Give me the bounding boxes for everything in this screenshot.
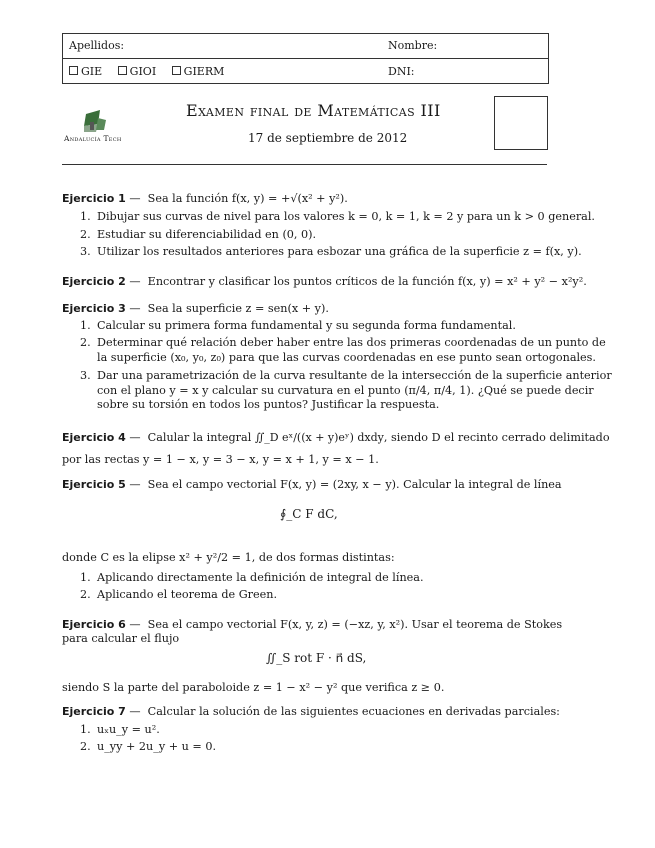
ex6-flux-integral: ∬_S rot F · n⃗ dS,	[266, 651, 367, 665]
header-rule	[62, 164, 547, 165]
ex1-heading: Ejercicio 1 — Sea la función f(x, y) = +√(x² + y²).	[62, 192, 348, 205]
ex4-integral: ∬_D eˣ/((x + y)eʸ) dxdy	[254, 431, 384, 444]
ex1-item-2: Estudiar su diferenciabilidad en (0, 0).	[97, 228, 317, 241]
ex5-item-2: Aplicando el teorema de Green.	[97, 588, 278, 601]
checkbox-icon[interactable]	[118, 66, 127, 75]
logo-text: Andalucía Tech	[64, 134, 122, 143]
andalucia-tech-logo	[62, 110, 138, 144]
ex7-heading: Ejercicio 7 — Calcular la solución de las siguientes ecuaciones en derivadas parciales:	[62, 705, 560, 718]
ex3-item-1: Calcular su primera forma fundamental y su segunda forma fundamental.	[97, 319, 516, 332]
exam-date: 17 de septiembre de 2012	[248, 131, 408, 145]
checkbox-icon[interactable]	[69, 66, 78, 75]
ex4-line-2: por las rectas y = 1 − x, y = 3 − x, y = x + 1, y = x − 1.	[62, 453, 379, 466]
ex4-heading: Ejercicio 4 — Calular la integral ∬_D eˣ/((x + y)eʸ) dxdy, siendo D el recinto cerrado delimitado	[62, 431, 610, 444]
exam-title: Examen final de Matemáticas III	[186, 101, 441, 120]
ex5-after: donde C es la elipse x² + y²/2 = 1, de dos formas distintas:	[62, 551, 395, 564]
checkbox-icon[interactable]	[172, 66, 181, 75]
ex3-item-2-line-2: la superficie (x₀, y₀, z₀) para que las curvas coordenadas en ese punto sean ortogonales.	[97, 351, 596, 364]
ex3-item-3-line-3: sobre su torsión en todos los puntos? Justificar la respuesta.	[97, 398, 440, 411]
dni-label: DNI:	[388, 65, 415, 78]
ex1-item-1: Dibujar sus curvas de nivel para los valores k = 0, k = 1, k = 2 y para un k > 0 general.	[97, 210, 595, 223]
ex5-item-1: Aplicando directamente la definición de integral de línea.	[97, 571, 424, 584]
ex7-item-2: u_yy + 2u_y + u = 0.	[97, 740, 217, 753]
apellidos-label: Apellidos:	[69, 39, 125, 52]
grade-box	[494, 96, 548, 150]
ex7-item-1: uₓu_y = u².	[97, 723, 160, 736]
nombre-label: Nombre:	[388, 39, 438, 52]
ex5-line-integral: ∮_C F dC,	[280, 507, 338, 521]
box-divider	[63, 58, 548, 59]
student-info-box	[62, 33, 549, 84]
ex2-heading: Ejercicio 2 — Encontrar y clasificar los puntos críticos de la función f(x, y) = x² + y² − x²y².	[62, 275, 587, 288]
ex6-intro-line-2: para calcular el flujo	[62, 632, 180, 645]
ex5-heading: Ejercicio 5 — Sea el campo vectorial F(x, y) = (2xy, x − y). Calcular la integral de línea	[62, 478, 562, 491]
degree-options	[69, 65, 224, 79]
ex6-heading: Ejercicio 6 — Sea el campo vectorial F(x, y, z) = (−xz, y, x²). Usar el teorema de Stokes	[62, 618, 563, 631]
degree-gie[interactable]: GIE	[69, 65, 102, 78]
ex1-item-3: Utilizar los resultados anteriores para esbozar una gráfica de la superficie z = f(x, y).	[97, 245, 582, 258]
ex3-item-3-line-2: con el plano y = x y calcular su curvatura en el punto (π/4, π/4, 1). ¿Qué se puede decir	[97, 384, 594, 397]
ex3-item-3-line-1: Dar una parametrización de la curva resultante de la intersección de la superficie anterior	[97, 369, 612, 382]
degree-gioi[interactable]: GIOI	[118, 65, 157, 78]
ex6-after: siendo S la parte del paraboloide z = 1 − x² − y² que verifica z ≥ 0.	[62, 681, 445, 694]
ex3-item-2-line-1: Determinar qué relación deber haber entre las dos primeras coordenadas de un punto de	[97, 336, 606, 349]
ex3-heading: Ejercicio 3 — Sea la superficie z = sen(x + y).	[62, 302, 329, 315]
degree-gierm[interactable]: GIERM	[172, 65, 225, 78]
